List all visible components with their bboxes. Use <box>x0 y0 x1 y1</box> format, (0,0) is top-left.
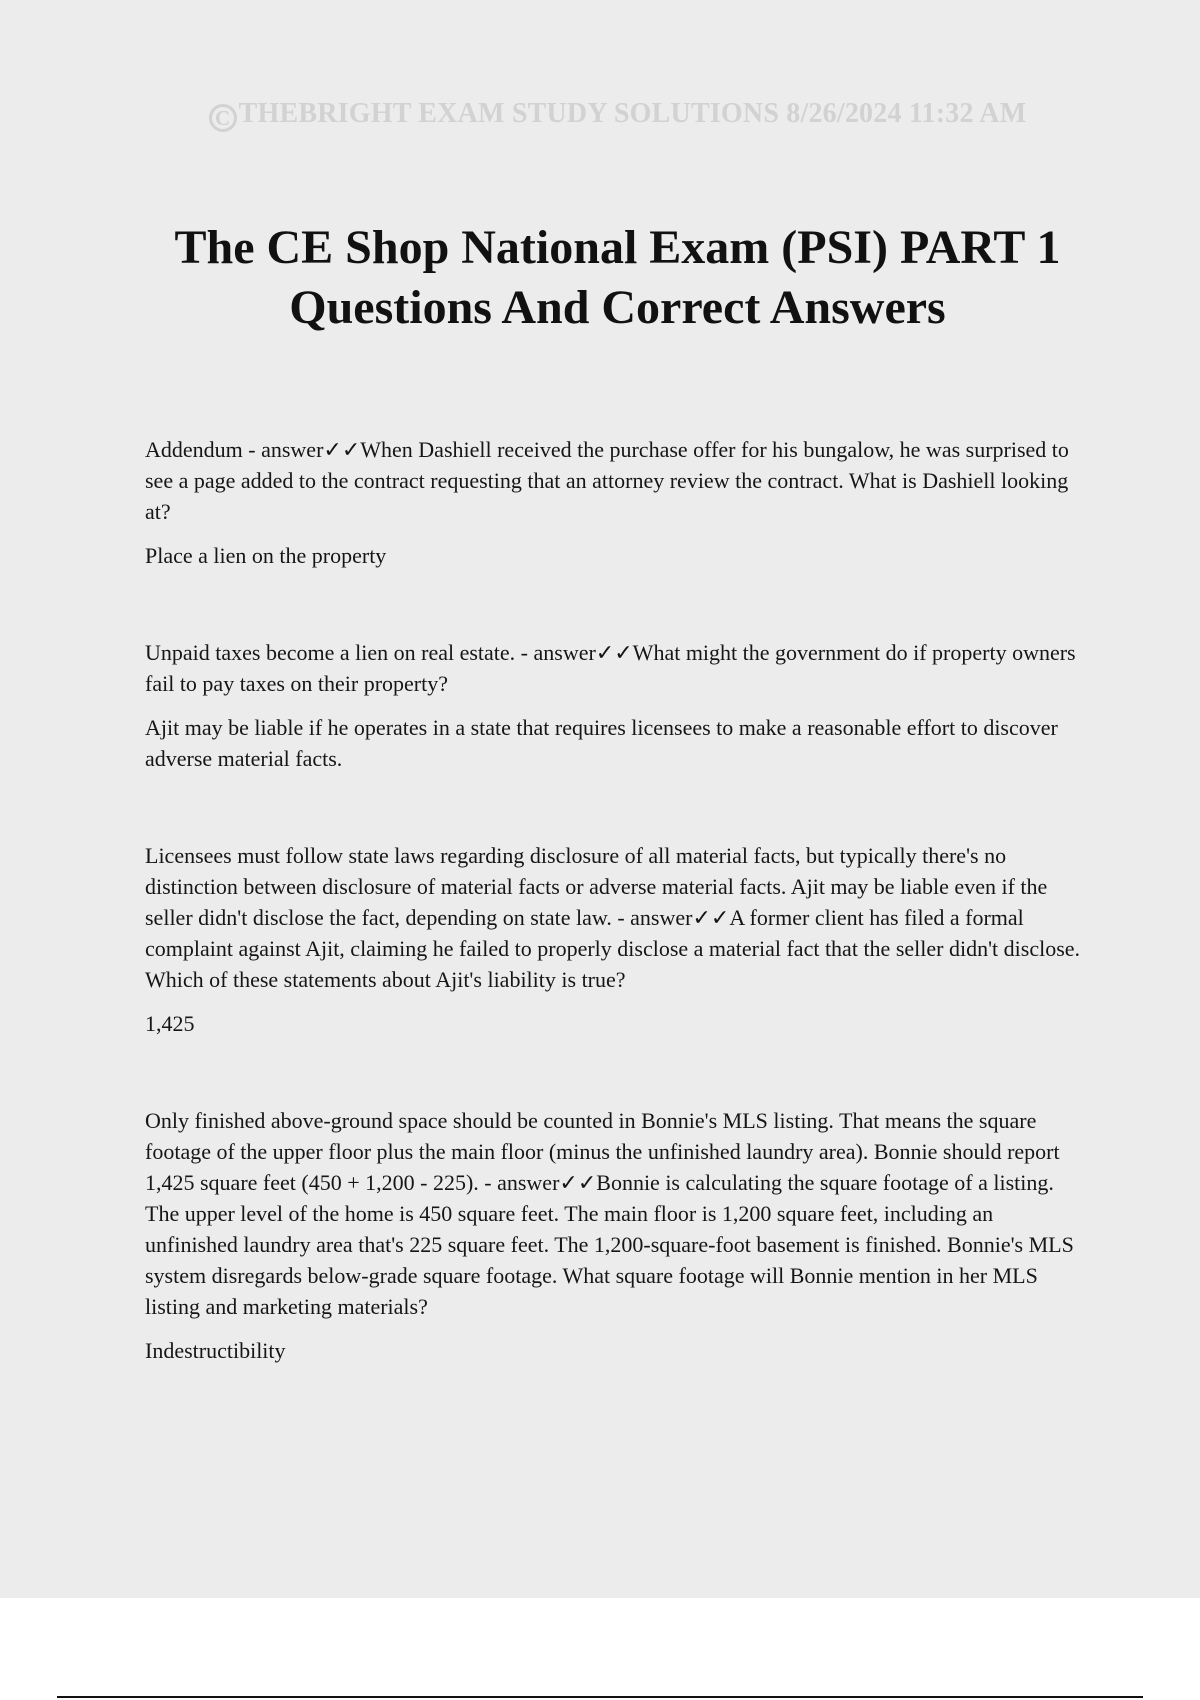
answer-text: Ajit may be liable if he operates in a state that requires licensees to make a reasonable effort to discover adverse material facts. <box>145 715 1058 771</box>
copyright-icon: C <box>209 104 237 132</box>
question-text: Only finished above-ground space should be counted in Bonnie's MLS listing. That means the square footage of the upper floor plus the main floor (minus the unfinished laundry area). Bonnie should report 1,425 square feet (450 + 1,200 - 225). - answer✓✓Bonnie is calculating the square footage of a listing. The upper level of the home is 450 square feet. The main floor is 1,200 square feet, including an unfinished laundry area that's 225 square feet. The 1,200-square-foot basement is finished. Bonnie's MLS system disregards below-grade square footage. What square footage will Bonnie mention in her MLS listing and marketing materials? <box>145 1108 1074 1319</box>
answer-text: Place a lien on the property <box>145 543 387 568</box>
question-text: Unpaid taxes become a lien on real estate. - answer✓✓What might the government do if property owners fail to pay taxes on their property? <box>145 640 1076 696</box>
qa-entry <box>145 434 1090 571</box>
answer-text: 1,425 <box>145 1011 195 1036</box>
footer-divider <box>57 1696 1143 1698</box>
watermark <box>0 98 1200 132</box>
question-text: Addendum - answer✓✓When Dashiell received the purchase offer for his bungalow, he was surprised to see a page added to the contract requesting that an attorney review the contract. What is Dashiell looking at? <box>145 437 1069 524</box>
answer-text: Indestructibility <box>145 1338 286 1363</box>
qa-entry <box>145 840 1090 1039</box>
qa-entry <box>145 1105 1090 1366</box>
qa-entry <box>145 637 1090 774</box>
title-line-2: Questions And Correct Answers <box>289 281 946 334</box>
question-text: Licensees must follow state laws regarding disclosure of all material facts, but typically there's no distinction between disclosure of material facts or adverse material facts. Ajit may be liable even if the seller didn't disclose the fact, depending on state law. - answer✓✓A former client has filed a formal complaint against Ajit, claiming he failed to properly disclose a material fact that the seller didn't disclose. Which of these statements about Ajit's liability is true? <box>145 843 1081 992</box>
qa-list <box>145 434 1090 1366</box>
watermark-text: THEBRIGHT EXAM STUDY SOLUTIONS 8/26/2024 11:32 AM <box>238 98 1027 129</box>
document-title <box>100 218 1135 338</box>
title-line-1: The CE Shop National Exam (PSI) PART 1 <box>174 221 1061 274</box>
